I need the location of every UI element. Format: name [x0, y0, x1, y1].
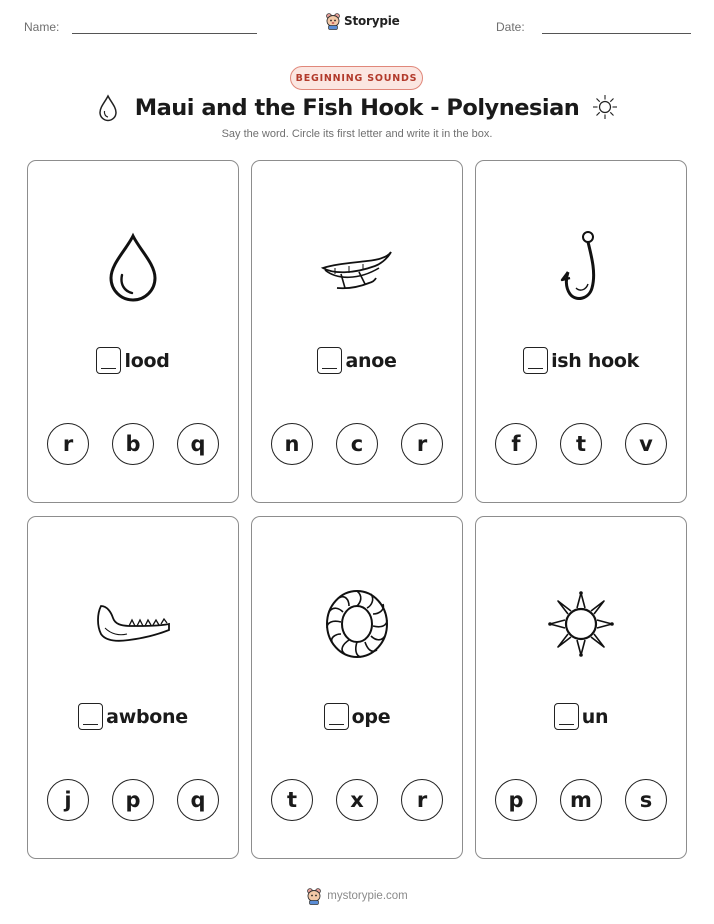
page-title: Maui and the Fish Hook - Polynesian [134, 95, 580, 121]
mascot-icon [306, 887, 322, 905]
letter-option[interactable]: r [401, 779, 443, 821]
word-card [251, 160, 463, 503]
letter-option[interactable]: b [112, 423, 154, 465]
word-stem: awbone [106, 705, 188, 728]
instructions: Say the word. Circle its first letter and write it in the box. [221, 128, 493, 140]
brand-name: Storypie [344, 14, 400, 28]
letter-option[interactable]: p [495, 779, 537, 821]
word-card [251, 516, 463, 859]
date-line[interactable] [542, 33, 691, 34]
fish-hook-icon [556, 228, 606, 308]
letter-option[interactable]: t [560, 423, 602, 465]
mascot-icon [325, 12, 341, 30]
letter-option[interactable]: t [271, 779, 313, 821]
date-label: Date: [496, 20, 525, 34]
answer-box[interactable] [317, 347, 342, 374]
answer-box[interactable] [523, 347, 548, 374]
word-card [27, 160, 239, 503]
brand-logo [325, 12, 400, 30]
letter-option[interactable]: c [336, 423, 378, 465]
letter-option[interactable]: f [495, 423, 537, 465]
letter-option[interactable]: r [401, 423, 443, 465]
word-stem: anoe [345, 349, 397, 372]
letter-option[interactable]: r [47, 423, 89, 465]
letter-option[interactable]: j [47, 779, 89, 821]
canoe-icon [319, 238, 395, 298]
answer-box[interactable] [96, 347, 121, 374]
word-stem: ish hook [551, 349, 639, 372]
letter-option[interactable]: n [271, 423, 313, 465]
jawbone-icon [93, 596, 173, 652]
letter-option[interactable]: m [560, 779, 602, 821]
answer-box[interactable] [324, 703, 349, 730]
answer-box[interactable] [554, 703, 579, 730]
letter-option[interactable]: q [177, 779, 219, 821]
letter-option[interactable]: v [625, 423, 667, 465]
name-label: Name: [24, 20, 60, 34]
sun-icon [546, 589, 616, 659]
rope-icon [321, 586, 393, 662]
name-line[interactable] [72, 33, 257, 34]
word-stem: un [581, 705, 609, 728]
word-card [475, 516, 687, 859]
water-drop-icon [103, 232, 163, 304]
sun-icon [591, 93, 619, 121]
letter-option[interactable]: s [625, 779, 667, 821]
word-stem: ope [351, 705, 391, 728]
word-stem: lood [124, 349, 170, 372]
category-badge: BEGINNING SOUNDS [290, 66, 423, 90]
footer [0, 887, 714, 905]
letter-option[interactable]: p [112, 779, 154, 821]
letter-option[interactable]: q [177, 423, 219, 465]
word-card [475, 160, 687, 503]
answer-box[interactable] [78, 703, 103, 730]
word-card [27, 516, 239, 859]
footer-url[interactable]: mystorypie.com [327, 890, 408, 902]
letter-option[interactable]: x [336, 779, 378, 821]
